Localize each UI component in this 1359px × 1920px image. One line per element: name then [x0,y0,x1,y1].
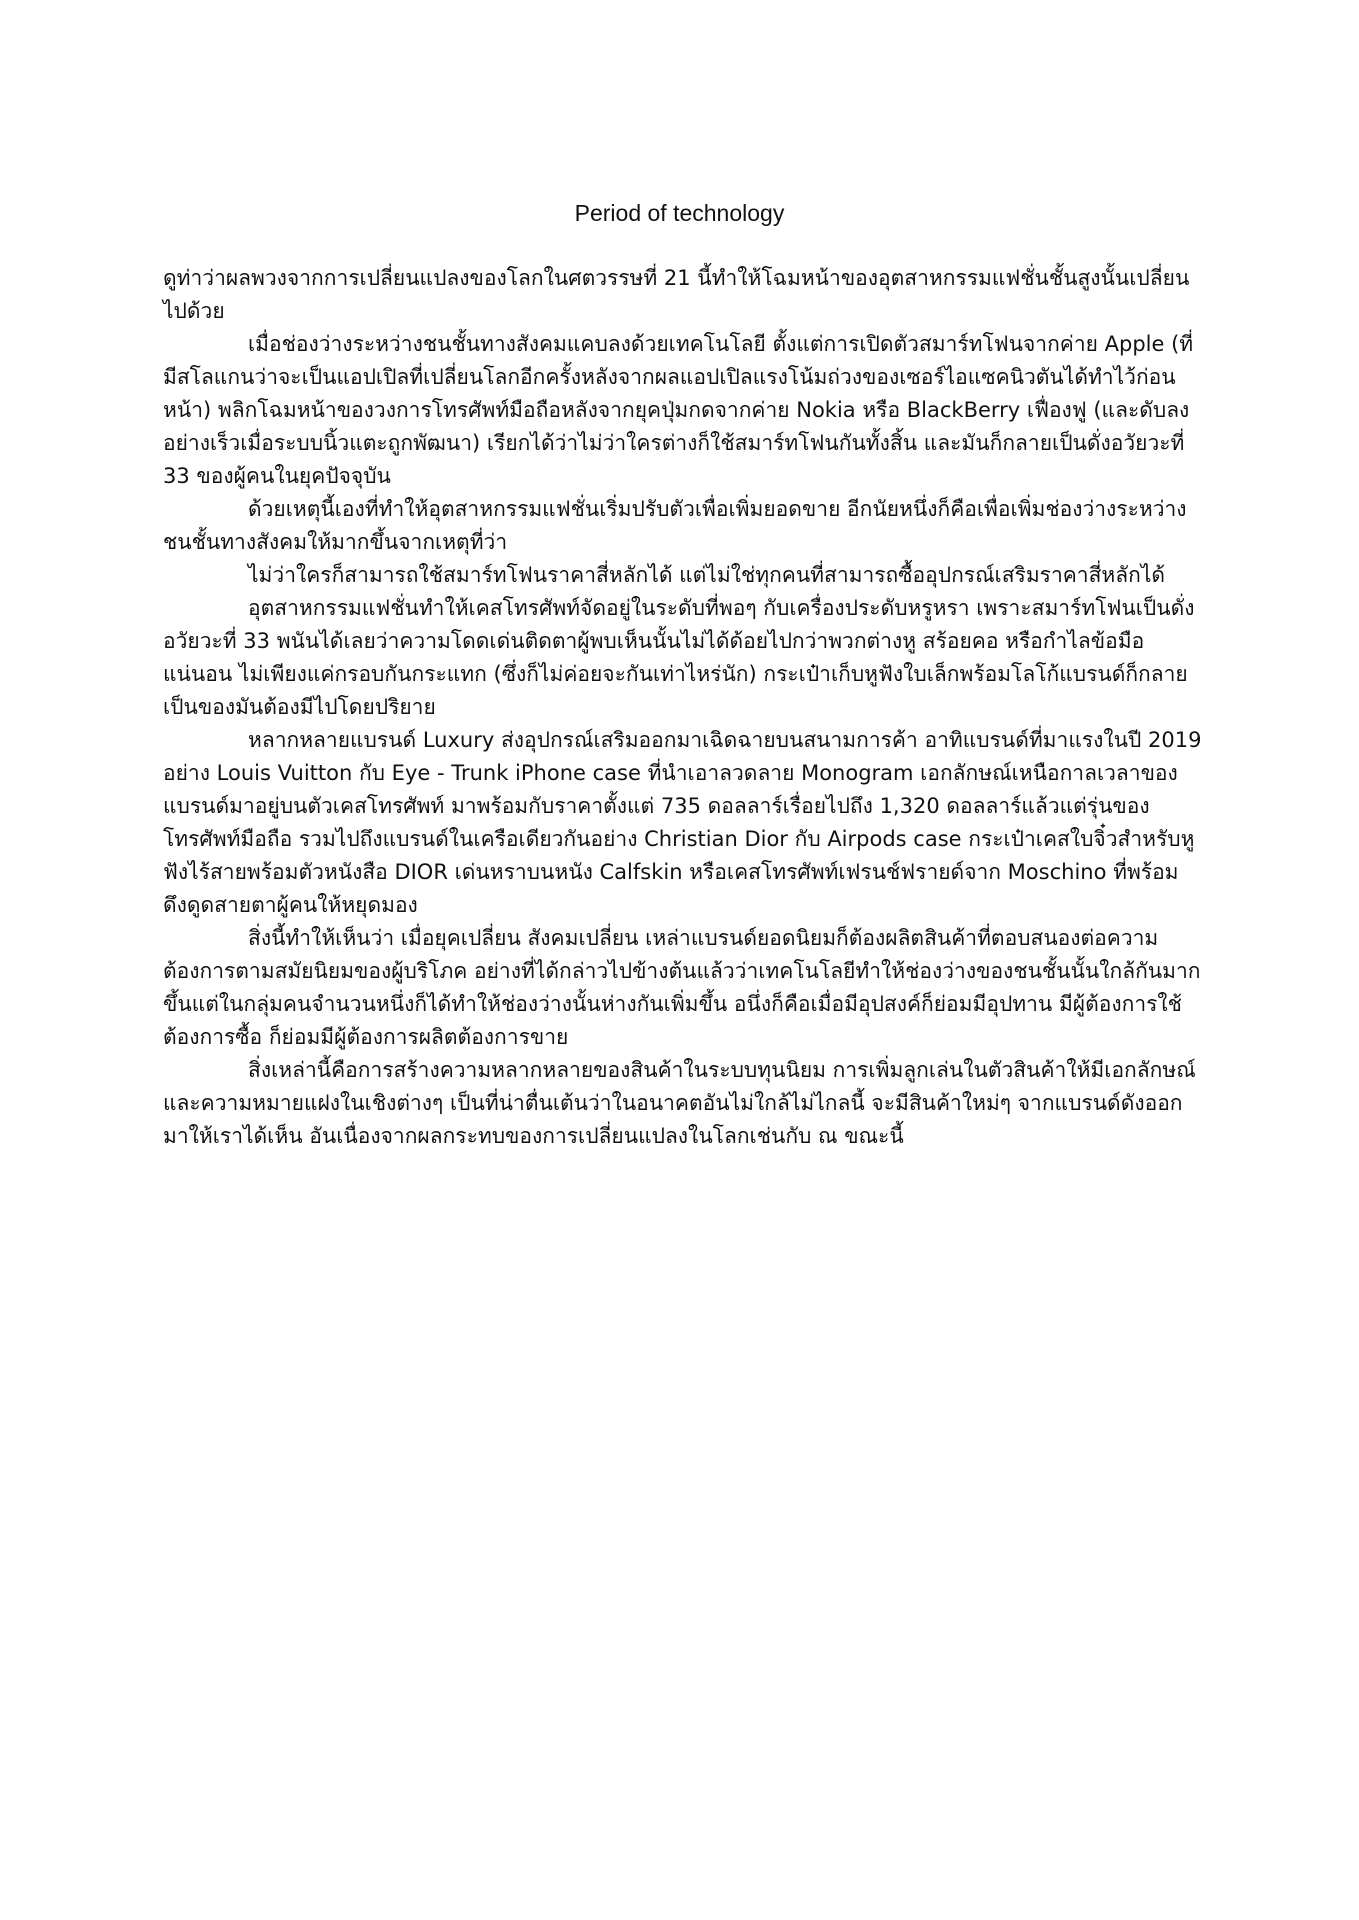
paragraph-luxury-brands: หลากหลายแบรนด์ Luxury ส่งอุปกรณ์เสริมออกมาเฉิดฉายบนสนามการค้า อาทิแบรนด์ที่มาแรงในปี 2019 อย่าง Louis Vuitton กับ Eye - Trunk iPhone case ที่นำเอาลวดลาย Monogram เอกลักษณ์เหนือกาลเวลาของแบรนด์มาอยู่บนตัวเคสโทรศัพท์ มาพร้อมกับราคาตั้งแต่ 735 ดอลลาร์เรื่อยไปถึง 1,320 ดอลลาร์แล้วแต่รุ่นของโทรศัพท์มือถือ รวมไปถึงแบรนด์ในเครือเดียวกันอย่าง Christian Dior กับ Airpods case กระเป๋าเคสใบจิ๋วสำหรับหูฟังไร้สายพร้อมตัวหนังสือ DIOR เด่นหราบนหนัง Calfskin หรือเคสโทรศัพท์เฟรนช์ฟรายด์จาก Moschino ที่พร้อมดึงดูดสายตาผู้คนให้หยุดมอง [163,728,1202,917]
paragraph-accessories: อุตสาหกรรมแฟชั่นทำให้เคสโทรศัพท์จัดอยู่ในระดับที่พอๆ กับเครื่องประดับหรูหรา เพราะสมาร์ทโฟนเป็นดั่งอวัยวะที่ 33 พนันได้เลยว่าความโดดเด่นติดตาผู้พบเห็นนั้นไม่ได้ด้อยไปกว่าพวกต่างหู สร้อยคอ หรือกำไลข้อมือแน่นอน ไม่เพียงแค่กรอบกันกระแทก (ซึ่งก็ไม่ค่อยจะกันเท่าไหร่นัก) กระเป๋าเก็บหูฟังใบเล็กพร้อมโลโก้แบรนด์ก็กลายเป็นของมันต้องมีไปโดยปริยาย [163,596,1195,719]
paragraph-intro: ดูท่าว่าผลพวงจากการเปลี่ยนแปลงของโลกในศตวรรษที่ 21 นี้ทำให้โฉมหน้าของอุตสาหกรรมแฟชั่นชั้นสูงนั้นเปลี่ยนไปด้วย [163,266,1190,323]
paragraph-four-digit: ไม่ว่าใครก็สามารถใช้สมาร์ทโฟนราคาสี่หลักได้ แต่ไม่ใช่ทุกคนที่สามารถซื้ออุปกรณ์เสริมราคาสี่หลักได้ [248,563,1166,587]
document-body [163,262,1203,1153]
paragraph-smartphone: เมื่อช่องว่างระหว่างชนชั้นทางสังคมแคบลงด้วยเทคโนโลยี ตั้งแต่การเปิดตัวสมาร์ทโฟนจากค่าย Apple (ที่มีสโลแกนว่าจะเป็นแอปเปิลที่เปลี่ยนโลกอีกครั้งหลังจากผลแอปเปิลแรงโน้มถ่วงของเซอร์ไอแซคนิวตันได้ทำไว้ก่อนหน้า) พลิกโฉมหน้าของวงการโทรศัพท์มือถือหลังจากยุคปุ่มกดจากค่าย Nokia หรือ BlackBerry เฟื่องฟู (และดับลงอย่างเร็วเมื่อระบบนิ้วแตะถูกพัฒนา) เรียกได้ว่าไม่ว่าใครต่างก็ใช้สมาร์ทโฟนกันทั้งสิ้น และมันก็กลายเป็นดั่งอวัยวะที่ 33 ของผู้คนในยุคปัจจุบัน [163,332,1194,488]
paragraph-demand-supply: สิ่งนี้ทำให้เห็นว่า เมื่อยุคเปลี่ยน สังคมเปลี่ยน เหล่าแบรนด์ยอดนิยมก็ต้องผลิตสินค้าที่ตอบสนองต่อความต้องการตามสมัยนิยมของผู้บริโภค อย่างที่ได้กล่าวไปข้างต้นแล้วว่าเทคโนโลยีทำให้ช่องว่างของชนชั้นนั้นใกล้กันมากขึ้นแต่ในกลุ่มคนจำนวนหนึ่งก็ได้ทำให้ช่องว่างนั้นห่างกันเพิ่มขึ้น อนึ่งก็คือเมื่อมีอุปสงค์ก็ย่อมมีอุปทาน มีผู้ต้องการใช้ต้องการซื้อ ก็ย่อมมีผู้ต้องการผลิตต้องการขาย [163,926,1201,1049]
document-title: Period of technology [574,200,785,226]
paragraph-conclusion: สิ่งเหล่านี้คือการสร้างความหลากหลายของสินค้าในระบบทุนนิยม การเพิ่มลูกเล่นในตัวสินค้าให้มีเอกลักษณ์และความหมายแฝงในเชิงต่างๆ เป็นที่น่าตื่นเต้นว่าในอนาคตอันไม่ใกล้ไม่ไกลนี้ จะมีสินค้าใหม่ๆ จากแบรนด์ดังออกมาให้เราได้เห็น อันเนื่องจากผลกระทบของการเปลี่ยนแปลงในโลกเช่นกับ ณ ขณะนี้ [163,1058,1196,1148]
paragraph-fashion-adapt: ด้วยเหตุนี้เองที่ทำให้อุตสาหกรรมแฟชั่นเริ่มปรับตัวเพื่อเพิ่มยอดขาย อีกนัยหนึ่งก็คือเพื่อเพิ่มช่องว่างระหว่างชนชั้นทางสังคมให้มากขึ้นจากเหตุที่ว่า [163,497,1187,554]
